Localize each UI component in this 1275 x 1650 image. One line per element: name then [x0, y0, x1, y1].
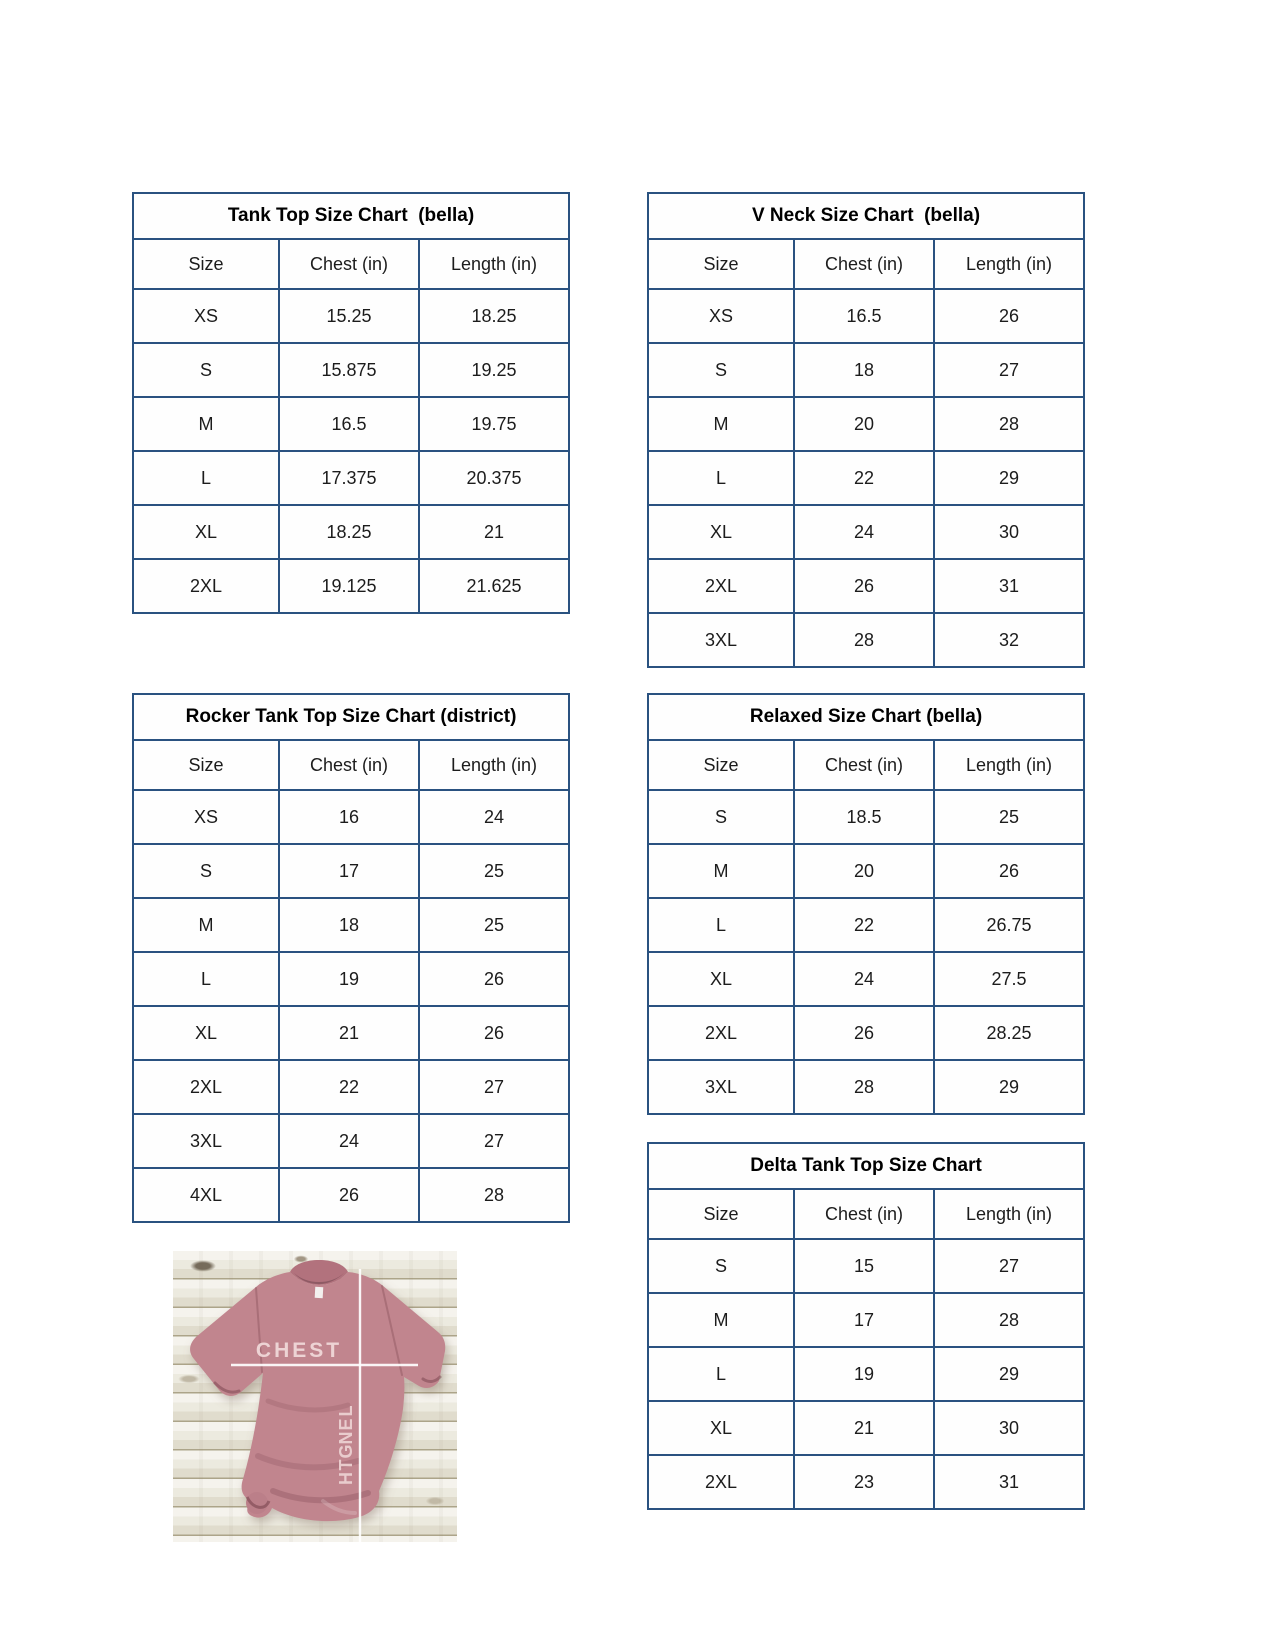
column-header: Length (in) [934, 239, 1084, 289]
table-cell: XL [133, 1006, 279, 1060]
length-label-letter: L [336, 1405, 356, 1417]
table-title: Delta Tank Top Size Chart [648, 1143, 1084, 1189]
shirt-measurement-photo [173, 1251, 457, 1542]
table-row [133, 844, 569, 898]
table-cell: 16 [279, 790, 419, 844]
table-title-row [648, 193, 1084, 239]
table-cell: 24 [794, 952, 934, 1006]
table-cell: 18 [794, 343, 934, 397]
table-row [648, 844, 1084, 898]
table-cell: 2XL [648, 559, 794, 613]
table-cell: 27 [419, 1060, 569, 1114]
table-cell: 19.25 [419, 343, 569, 397]
table-cell: L [133, 451, 279, 505]
table-cell: 25 [419, 844, 569, 898]
table-cell: 17 [794, 1293, 934, 1347]
table-cell: 26 [934, 289, 1084, 343]
table-cell: S [648, 1239, 794, 1293]
table-row [648, 1060, 1084, 1114]
table-cell: S [648, 790, 794, 844]
column-header: Length (in) [934, 740, 1084, 790]
table-row [133, 289, 569, 343]
table-row [648, 397, 1084, 451]
table-cell: 28 [934, 397, 1084, 451]
table-cell: 21.625 [419, 559, 569, 613]
column-header: Size [648, 239, 794, 289]
table-cell: 28 [934, 1293, 1084, 1347]
table-title: Relaxed Size Chart (bella) [648, 694, 1084, 740]
table-row [648, 1401, 1084, 1455]
table-row [648, 505, 1084, 559]
table-cell: 19.125 [279, 559, 419, 613]
table-cell: 17 [279, 844, 419, 898]
table-cell: 17.375 [279, 451, 419, 505]
table-cell: XL [648, 505, 794, 559]
table-cell: 19 [279, 952, 419, 1006]
table-cell: S [133, 844, 279, 898]
table-cell: 24 [794, 505, 934, 559]
table-row [648, 451, 1084, 505]
table-row [133, 505, 569, 559]
table-cell: 26 [279, 1168, 419, 1222]
table-row [648, 1293, 1084, 1347]
table-cell: 18.25 [419, 289, 569, 343]
table-cell: 18.5 [794, 790, 934, 844]
table-cell: 27 [419, 1114, 569, 1168]
table-row [133, 451, 569, 505]
table-row [648, 1239, 1084, 1293]
table-cell: M [133, 898, 279, 952]
chest-label: CHEST [255, 1339, 343, 1362]
table-cell: 30 [934, 1401, 1084, 1455]
column-header: Size [133, 740, 279, 790]
table-cell: 3XL [648, 1060, 794, 1114]
table-title-row [648, 1143, 1084, 1189]
column-header: Chest (in) [794, 239, 934, 289]
table-cell: 28 [794, 613, 934, 667]
table-header-row [133, 740, 569, 790]
table-cell: M [648, 1293, 794, 1347]
table-row [648, 898, 1084, 952]
table-row [133, 952, 569, 1006]
table-cell: XL [133, 505, 279, 559]
column-header: Size [648, 740, 794, 790]
table-cell: 20 [794, 397, 934, 451]
table-row [133, 1114, 569, 1168]
table-cell: 19.75 [419, 397, 569, 451]
table-row [648, 613, 1084, 667]
column-header: Chest (in) [279, 239, 419, 289]
table-cell: 28 [419, 1168, 569, 1222]
table-title: Rocker Tank Top Size Chart (district) [133, 694, 569, 740]
size-table-v-neck [647, 192, 1085, 668]
table-cell: 29 [934, 1347, 1084, 1401]
table-cell: M [648, 397, 794, 451]
table-cell: 32 [934, 613, 1084, 667]
table-cell: 26 [934, 844, 1084, 898]
table-cell: 24 [279, 1114, 419, 1168]
table-cell: L [648, 898, 794, 952]
table-cell: XS [133, 289, 279, 343]
table-cell: 23 [794, 1455, 934, 1509]
table-cell: S [648, 343, 794, 397]
table-cell: 2XL [133, 559, 279, 613]
table-row [648, 1006, 1084, 1060]
table-cell: 2XL [648, 1455, 794, 1509]
table-row [648, 559, 1084, 613]
table-cell: M [648, 844, 794, 898]
table-cell: XL [648, 1401, 794, 1455]
table-row [133, 790, 569, 844]
table-header-row [648, 1189, 1084, 1239]
table-cell: XS [133, 790, 279, 844]
length-label-letter: H [336, 1472, 356, 1485]
table-cell: 16.5 [794, 289, 934, 343]
table-cell: 28.25 [934, 1006, 1084, 1060]
table-cell: XS [648, 289, 794, 343]
table-cell: 15 [794, 1239, 934, 1293]
length-label-letter: N [336, 1431, 356, 1445]
table-cell: 2XL [648, 1006, 794, 1060]
table-cell: 2XL [133, 1060, 279, 1114]
table-cell: 15.25 [279, 289, 419, 343]
size-table-delta-tank-top [647, 1142, 1085, 1510]
table-cell: 24 [419, 790, 569, 844]
table-cell: 30 [934, 505, 1084, 559]
table-row [133, 1060, 569, 1114]
table-row [133, 397, 569, 451]
table-cell: 27 [934, 343, 1084, 397]
table-cell: 20 [794, 844, 934, 898]
table-cell: 26 [794, 559, 934, 613]
table-title: V Neck Size Chart (bella) [648, 193, 1084, 239]
table-cell: 21 [279, 1006, 419, 1060]
table-cell: 22 [794, 898, 934, 952]
table-cell: 20.375 [419, 451, 569, 505]
table-cell: 29 [934, 1060, 1084, 1114]
table-row [133, 898, 569, 952]
table-row [648, 952, 1084, 1006]
table-cell: 3XL [648, 613, 794, 667]
table-row [648, 343, 1084, 397]
table-cell: 4XL [133, 1168, 279, 1222]
table-row [648, 1455, 1084, 1509]
column-header: Length (in) [419, 740, 569, 790]
column-header: Chest (in) [794, 1189, 934, 1239]
table-row [133, 343, 569, 397]
table-title-row [133, 193, 569, 239]
table-cell: 27 [934, 1239, 1084, 1293]
table-cell: 26.75 [934, 898, 1084, 952]
table-cell: 16.5 [279, 397, 419, 451]
length-label-letter: E [336, 1418, 356, 1431]
column-header: Chest (in) [794, 740, 934, 790]
table-row [133, 559, 569, 613]
length-label [336, 1406, 356, 1486]
table-row [648, 1347, 1084, 1401]
table-row [133, 1006, 569, 1060]
table-cell: 28 [794, 1060, 934, 1114]
table-cell: 18.25 [279, 505, 419, 559]
table-cell: 21 [419, 505, 569, 559]
column-header: Length (in) [419, 239, 569, 289]
table-cell: 27.5 [934, 952, 1084, 1006]
table-cell: 22 [794, 451, 934, 505]
table-title-row [648, 694, 1084, 740]
table-cell: L [133, 952, 279, 1006]
table-header-row [133, 239, 569, 289]
column-header: Size [648, 1189, 794, 1239]
table-header-row [648, 740, 1084, 790]
neck-tag [315, 1287, 324, 1298]
table-cell: 26 [794, 1006, 934, 1060]
table-cell: 15.875 [279, 343, 419, 397]
column-header: Size [133, 239, 279, 289]
table-cell: 26 [419, 1006, 569, 1060]
table-cell: 31 [934, 559, 1084, 613]
length-label-letter: T [336, 1459, 356, 1471]
column-header: Chest (in) [279, 740, 419, 790]
table-cell: S [133, 343, 279, 397]
tshirt-icon [190, 1272, 445, 1521]
size-table-relaxed [647, 693, 1085, 1115]
size-table-tank-top [132, 192, 570, 614]
table-header-row [648, 239, 1084, 289]
table-cell: 3XL [133, 1114, 279, 1168]
table-cell: L [648, 1347, 794, 1401]
length-label-letter: G [336, 1444, 356, 1459]
table-title-row [133, 694, 569, 740]
table-cell: 29 [934, 451, 1084, 505]
table-cell: 19 [794, 1347, 934, 1401]
table-cell: 31 [934, 1455, 1084, 1509]
table-cell: 25 [934, 790, 1084, 844]
table-cell: L [648, 451, 794, 505]
column-header: Length (in) [934, 1189, 1084, 1239]
table-cell: 21 [794, 1401, 934, 1455]
table-cell: 25 [419, 898, 569, 952]
shirt-illustration [173, 1251, 457, 1542]
table-row [648, 289, 1084, 343]
table-cell: 18 [279, 898, 419, 952]
table-cell: 22 [279, 1060, 419, 1114]
table-row [648, 790, 1084, 844]
table-cell: 26 [419, 952, 569, 1006]
table-cell: M [133, 397, 279, 451]
table-cell: XL [648, 952, 794, 1006]
size-table-rocker-tank-top [132, 693, 570, 1223]
table-title: Tank Top Size Chart (bella) [133, 193, 569, 239]
table-row [133, 1168, 569, 1222]
